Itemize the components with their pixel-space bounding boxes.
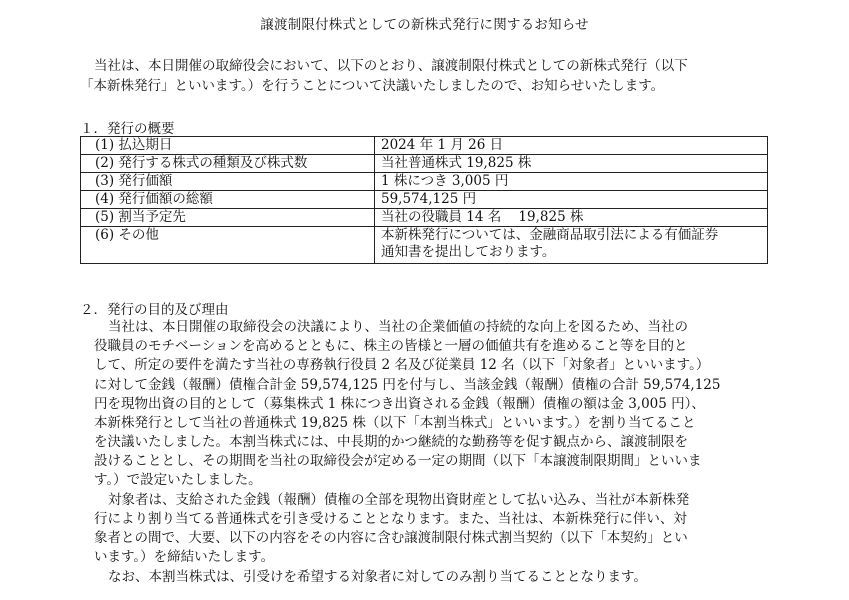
body-line-5: 円を現物出資の目的として（募集株式 1 株につき出資される金銭（報酬）債権の額は金 3,005 円）、 (94, 396, 705, 412)
intro-line-1: 当社は、本日開催の取締役会において、以下のとおり、譲渡制限付株式としての新株式発行（以下 (94, 58, 688, 74)
row-label: (6) その他 (81, 227, 375, 264)
section-2-heading: ２．発行の目的及び理由 (80, 302, 229, 318)
body-line-12: 象者との間で、大要、以下の内容をその内容に含む譲渡制限付株式割当契約（以下「本契約」とい (94, 530, 688, 546)
body-line-4: に対して金銭（報酬）債権合計金 59,574,125 円を付与し、当該金銭（報酬）債権の合計 59,574,125 (94, 377, 721, 393)
row-value (375, 227, 768, 264)
row-label: (5) 割当予定先 (81, 209, 375, 227)
table-row (81, 155, 768, 173)
body-line-6: 本新株発行として当社の普通株式 19,825 株（以下「本割当株式」といいます。）を割り当てること (94, 415, 696, 431)
body-line-14: なお、本割当株式は、引受けを希望する対象者に対してのみ割り当てることとなります。 (108, 569, 647, 585)
table-row (81, 173, 768, 191)
section-1-heading: １．発行の概要 (80, 121, 175, 137)
body-line-13: います。）を締結いたします。 (94, 549, 275, 565)
row-label: (1) 払込期日 (81, 137, 375, 155)
row-value-line-1: 本新株発行については、金融商品取引法による有価証券 (381, 227, 719, 243)
table-row (81, 191, 768, 209)
body-line-1: 当社は、本日開催の取締役会の決議により、当社の企業価値の持続的な向上を図るため、当社の (108, 319, 688, 335)
row-value: 2024 年 1 月 26 日 (375, 137, 768, 155)
body-line-7: を決議いたしました。本割当株式には、中長期的かつ継続的な勤務等を促す観点から、譲渡制限を (94, 434, 688, 450)
issuance-overview-table (80, 136, 768, 264)
table-row (81, 227, 768, 264)
body-line-9: す。）で設定いたしました。 (94, 472, 262, 488)
row-label: (2) 発行する株式の種類及び株式数 (81, 155, 375, 173)
row-value: 59,574,125 円 (375, 191, 768, 209)
row-value: 1 株につき 3,005 円 (375, 173, 768, 191)
row-label: (3) 発行価額 (81, 173, 375, 191)
table-row (81, 209, 768, 227)
intro-line-2: 「本新株発行」といいます。）を行うことについて決議いたしましたので、お知らせいたします。 (80, 78, 665, 94)
body-line-2: 役職員のモチベーションを高めるとともに、株主の皆様と一層の価値共有を進めること等を目的と (94, 338, 688, 354)
row-value-line-2: 通知書を提出しております。 (381, 244, 556, 260)
document-title: 譲渡制限付株式としての新株式発行に関するお知らせ (260, 17, 589, 33)
body-line-11: 行により割り当てる普通株式を引き受けることとなります。また、当社は、本新株発行に伴い、対 (94, 511, 687, 527)
body-line-10: 対象者は、支給された金銭（報酬）債権の全部を現物出資財産として払い込み、当社が本新株発 (108, 492, 690, 508)
row-value: 当社普通株式 19,825 株 (375, 155, 768, 173)
table-row (81, 137, 768, 155)
body-line-8: 設けることとし、その期間を当社の取締役会が定める一定の期間（以下「本譲渡制限期間」といいま (94, 453, 702, 469)
row-label: (4) 発行価額の総額 (81, 191, 375, 209)
row-value: 当社の役職員 14 名 19,825 株 (375, 209, 768, 227)
body-line-3: して、所定の要件を満たす当社の専務執行役員 2 名及び従業員 12 名（以下「対象者」といいます。） (94, 357, 710, 373)
